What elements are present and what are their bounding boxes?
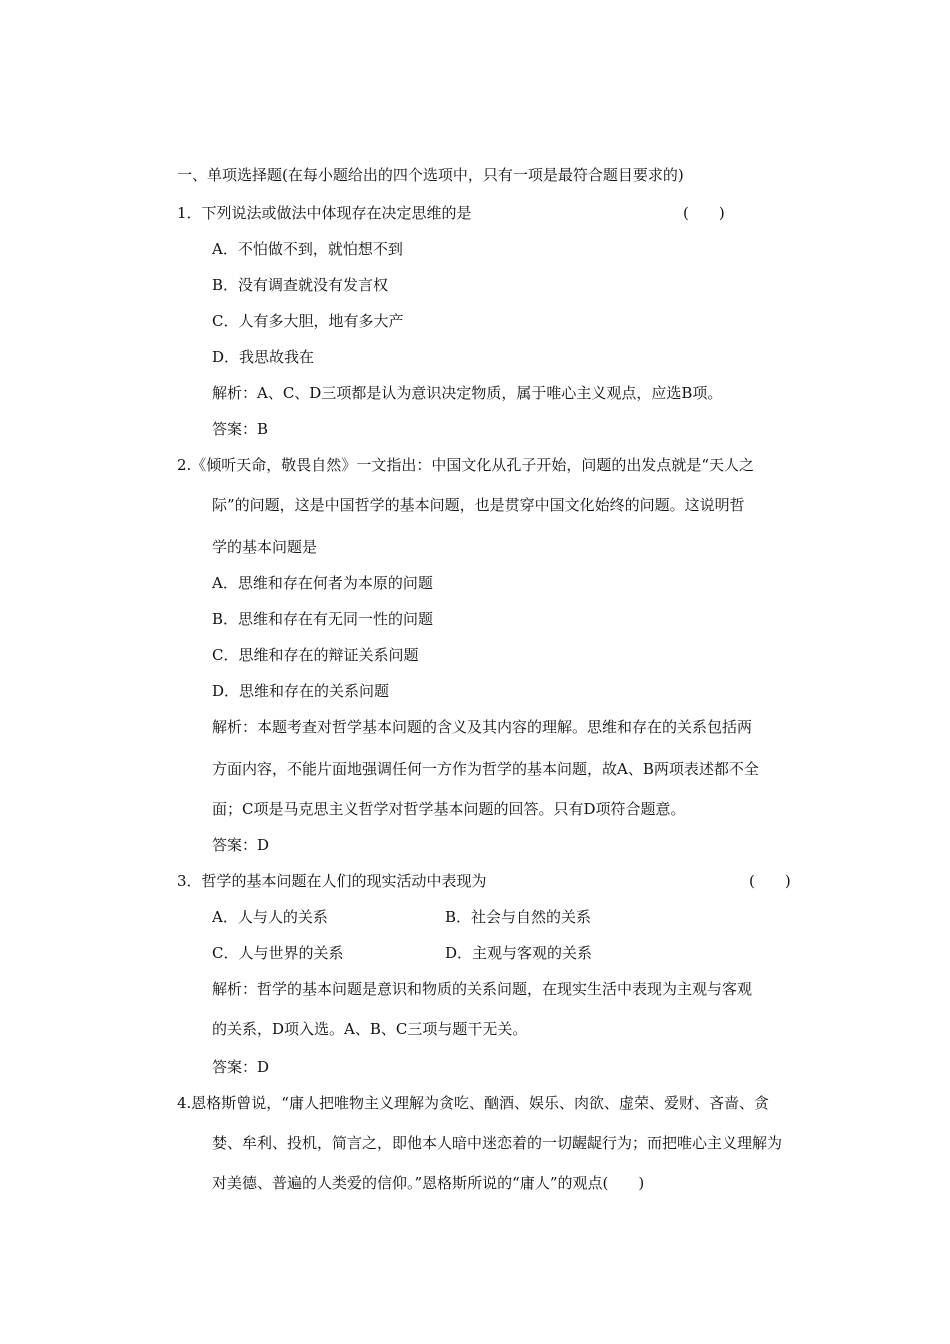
question-4-stem-line-1: 4.恩格斯曾说，“庸人把唯物主义理解为贪吃、酗酒、娱乐、肉欲、虚荣、爱财、吝啬、贪: [177, 1094, 769, 1112]
question-3-option-b: B．社会与自然的关系: [445, 908, 592, 926]
question-2-stem-line-1: 2.《倾听天命，敬畏自然》一文指出：中国文化从孔子开始，问题的出发点就是“天人之: [177, 456, 754, 474]
question-2-stem-line-2: 际”的问题，这是中国哲学的基本问题，也是贯穿中国文化始终的问题。这说明哲: [212, 496, 745, 514]
question-2-option-a: A．思维和存在何者为本原的问题: [212, 574, 433, 592]
question-2-option-d: D．思维和存在的关系问题: [212, 682, 390, 700]
question-3-option-c: C．人与世界的关系: [212, 944, 344, 962]
question-2-analysis-line-3: 面；C项是马克思主义哲学对哲学基本问题的回答。只有D项符合题意。: [212, 800, 686, 818]
question-3-option-d: D．主观与客观的关系: [445, 944, 593, 962]
question-1-option-c: C．人有多大胆，地有多大产: [212, 312, 404, 330]
question-3-option-a: A．人与人的关系: [212, 908, 328, 926]
question-4-stem-line-3: 对美德、普遍的人类爱的信仰。”恩格斯所说的“庸人”的观点( ): [212, 1174, 645, 1192]
question-1-answer-blank: ( ): [683, 204, 725, 222]
question-2-answer: 答案：D: [212, 836, 270, 854]
question-3-analysis-line-2: 的关系，D项入选。A、B、C三项与题干无关。: [212, 1020, 528, 1038]
question-1-analysis: 解析：A、C、D三项都是认为意识决定物质，属于唯心主义观点，应选B项。: [212, 384, 723, 402]
question-1-answer: 答案：B: [212, 420, 269, 438]
question-1-option-b: B．没有调查就没有发言权: [212, 276, 389, 294]
question-3-answer-blank: ( ): [749, 872, 791, 890]
question-2-option-b: B．思维和存在有无同一性的问题: [212, 610, 434, 628]
question-2-analysis-line-1: 解析：本题考查对哲学基本问题的含义及其内容的理解。思维和存在的关系包括两: [212, 718, 753, 736]
question-2-analysis-line-2: 方面内容，不能片面地强调任何一方作为哲学的基本问题，故A、B两项表述都不全: [212, 760, 759, 778]
section-title: 一、单项选择题(在每小题给出的四个选项中，只有一项是最符合题目要求的): [177, 166, 684, 184]
question-3-answer: 答案：D: [212, 1058, 270, 1076]
question-4-stem-line-2: 婪、牟利、投机，简言之，即他本人暗中迷恋着的一切龌龊行为；而把唯心主义理解为: [212, 1134, 783, 1152]
question-3-stem: 3．哲学的基本问题在人们的现实活动中表现为: [177, 872, 487, 890]
question-1-stem: 1．下列说法或做法中体现存在决定思维的是: [177, 204, 472, 222]
question-1-option-a: A．不怕做不到，就怕想不到: [212, 240, 403, 258]
question-2-option-c: C．思维和存在的辩证关系问题: [212, 646, 419, 664]
question-1-option-d: D．我思故我在: [212, 348, 315, 366]
question-2-stem-line-3: 学的基本问题是: [212, 538, 318, 556]
question-3-analysis-line-1: 解析：哲学的基本问题是意识和物质的关系问题，在现实生活中表现为主观与客观: [212, 980, 753, 998]
